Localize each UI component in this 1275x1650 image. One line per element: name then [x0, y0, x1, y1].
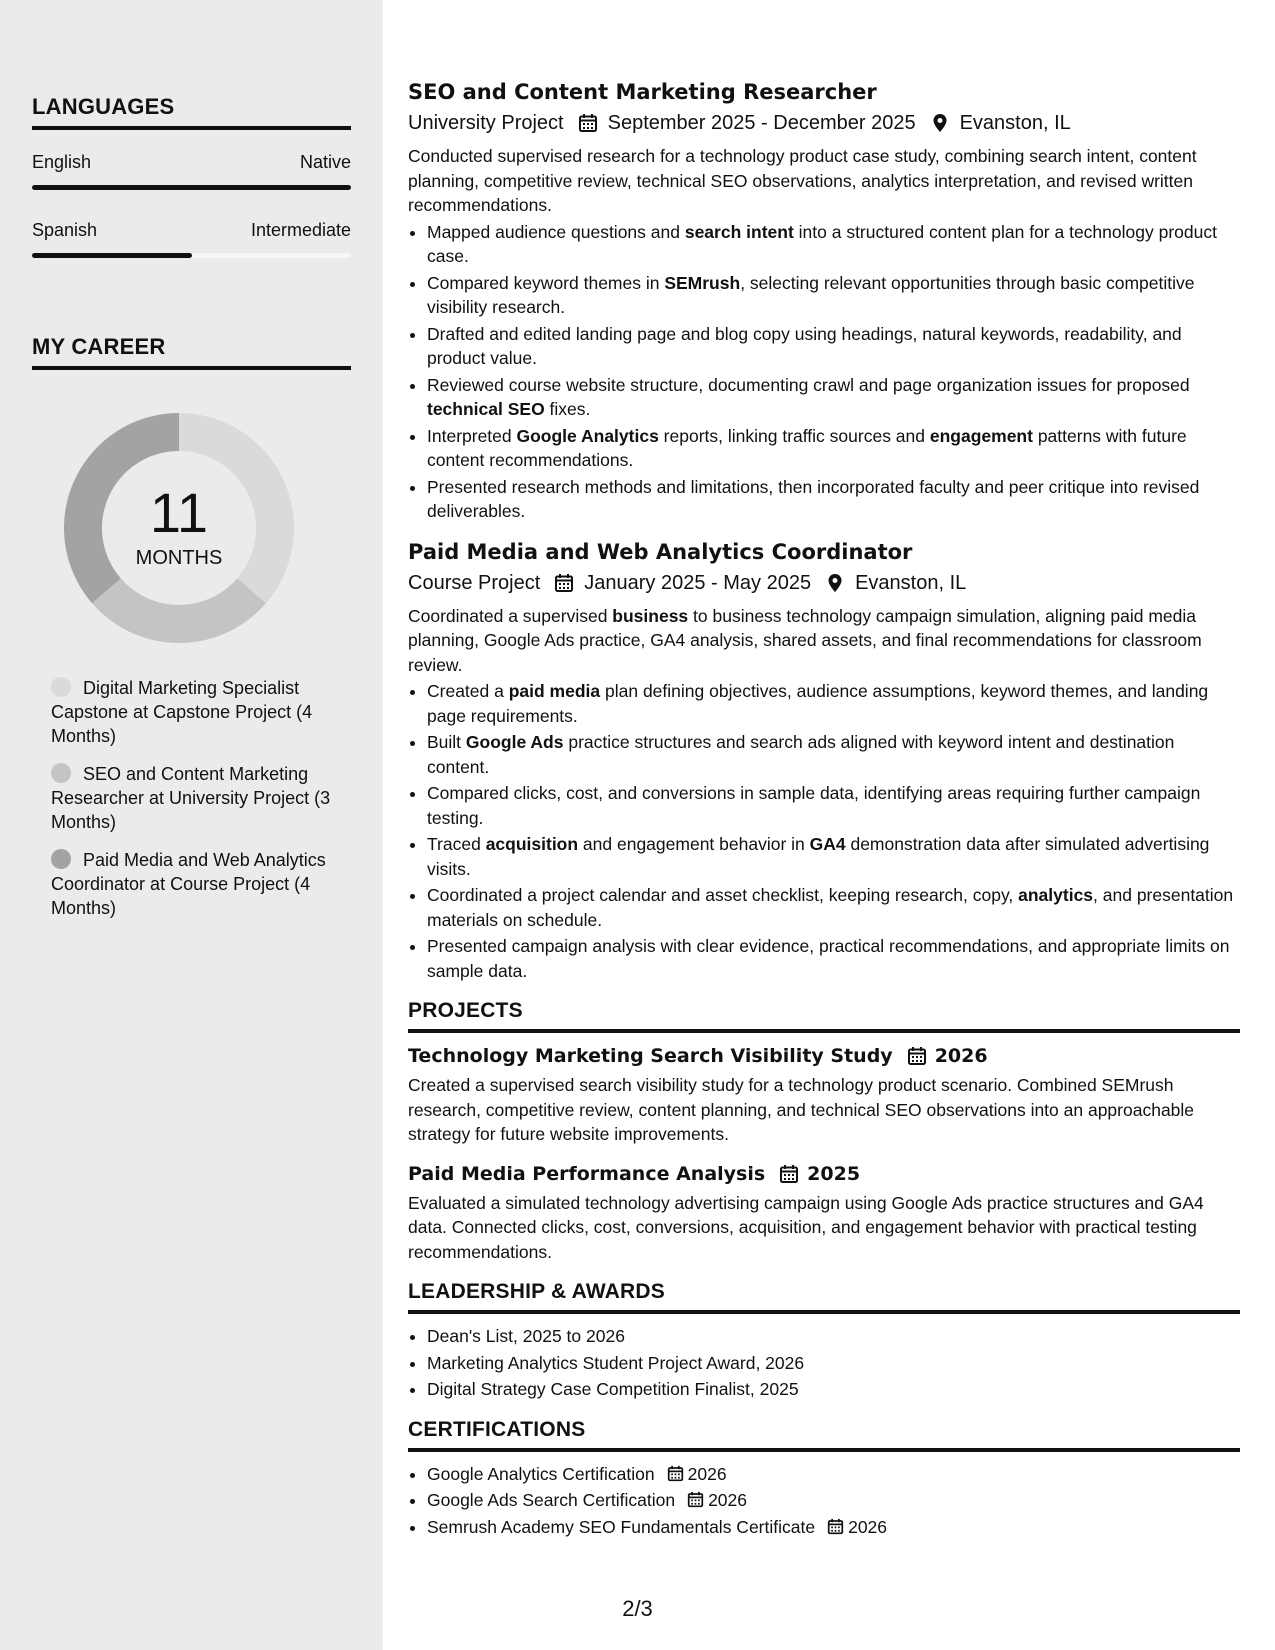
project-title-text: Paid Media Performance Analysis — [408, 1162, 766, 1185]
language-item — [32, 152, 351, 190]
legend-dot — [51, 677, 71, 697]
job-location: Evanston, IL — [855, 571, 967, 594]
project-entry — [408, 1161, 1240, 1265]
leadership-item: • Marketing Analytics Student Project Award, 2026 — [427, 1351, 1240, 1376]
certification-item — [427, 1488, 1240, 1513]
career-heading: MY CAREER — [32, 334, 351, 370]
bold-keyword: analytics — [1018, 885, 1094, 905]
leadership-item: • Dean's List, 2025 to 2026 — [427, 1324, 1240, 1349]
calendar-icon — [907, 1046, 927, 1066]
bullet-item: • Built Google Ads practice structures and search ads aligned with keyword intent and destination content. — [427, 730, 1240, 779]
bold-keyword: Google Analytics — [516, 425, 659, 446]
languages-section — [32, 94, 351, 258]
bullet-item: • Mapped audience questions and search intent into a structured content plan for a technology product case. — [427, 220, 1240, 269]
language-level: Intermediate — [250, 220, 351, 240]
job-bullets — [408, 220, 1240, 524]
project-description: Created a supervised search visibility study for a technology product scenario. Combined SEMrush research, competitive review, content planning, and technical SEO observations into an approachable strategy for future website improvements. — [408, 1075, 1195, 1144]
donut-segment — [92, 578, 266, 643]
location-pin-icon — [825, 573, 845, 593]
certification-year: 2026 — [708, 1490, 747, 1510]
bullet-item: • Reviewed course website structure, documenting crawl and page organization issues for proposed technical SEO fixes. — [427, 373, 1240, 422]
language-proficiency-fill — [32, 185, 351, 190]
job-title: Paid Media and Web Analytics Coordinator — [408, 539, 913, 564]
job-meta — [408, 110, 1240, 136]
main-content — [408, 78, 1240, 1539]
certification-name: Google Ads Search Certification — [427, 1490, 676, 1510]
language-proficiency-bar — [32, 253, 351, 258]
job-summary: Conducted supervised research for a technology product case study, combining search intent, content planning, competitive review, technical SEO observations, analytics interpretation, and revised written recommendations. — [408, 146, 1197, 215]
bullet-item: • Drafted and edited landing page and blog copy using headings, natural keywords, readability, and product value. — [427, 322, 1240, 371]
leadership-heading: LEADERSHIP & AWARDS — [408, 1280, 1240, 1314]
bullet-item: • Interpreted Google Analytics reports, linking traffic sources and engagement patterns with future content recommendations. — [427, 424, 1240, 473]
project-year: 2026 — [934, 1045, 988, 1067]
legend-dot — [51, 849, 71, 869]
job-location: Evanston, IL — [959, 112, 1071, 134]
job-title: SEO and Content Marketing Researcher — [408, 80, 877, 104]
job-summary: Coordinated a supervised business to business technology campaign simulation, aligning paid media planning, Google Ads practice, GA4 analysis, shared assets, and final recommendations for classroom review. — [408, 605, 1202, 675]
project-title-text: Technology Marketing Search Visibility Study — [408, 1045, 893, 1067]
certification-name: Semrush Academy SEO Fundamentals Certificate — [427, 1516, 816, 1537]
project-title — [408, 1043, 1240, 1069]
calendar-icon — [687, 1491, 704, 1508]
career-legend-label: Digital Marketing Specialist Capstone at Capstone Project (4 Months) — [51, 678, 313, 746]
bullet-item: • Compared clicks, cost, and conversions in sample data, identifying areas requiring further campaign testing. — [427, 781, 1240, 830]
language-name: English — [32, 152, 92, 172]
career-legend-label: SEO and Content Marketing Researcher at University Project (3 Months) — [51, 764, 331, 832]
career-section — [32, 334, 351, 370]
sidebar — [0, 0, 383, 1650]
job-dates: September 2025 - December 2025 — [607, 112, 916, 134]
certifications-list — [408, 1462, 1240, 1540]
bold-keyword: GA4 — [809, 834, 846, 854]
certifications-heading: CERTIFICATIONS — [408, 1418, 1240, 1452]
bold-keyword: paid media — [508, 681, 601, 701]
certification-item — [427, 1462, 1240, 1487]
bullet-item: • Presented research methods and limitations, then incorporated faculty and peer critique into revised deliverables. — [427, 475, 1240, 524]
bold-keyword: acquisition — [485, 834, 579, 854]
bold-keyword: engagement — [929, 425, 1033, 446]
calendar-icon — [578, 113, 598, 133]
bullet-item: • Presented campaign analysis with clear evidence, practical recommendations, and appropriate limits on sample data. — [427, 934, 1240, 983]
job-bullets — [408, 679, 1240, 983]
language-item — [32, 220, 351, 258]
location-pin-icon — [930, 113, 950, 133]
experience-entry — [408, 538, 1240, 984]
bullet-item: • Compared keyword themes in SEMrush, selecting relevant opportunities through basic competitive visibility research. — [427, 271, 1240, 320]
career-legend-item — [51, 676, 331, 748]
leadership-list — [408, 1324, 1240, 1402]
career-legend — [51, 676, 331, 934]
calendar-icon — [667, 1465, 684, 1482]
project-description: Evaluated a simulated technology advertising campaign using Google Ads practice structures and GA4 data. Connected clicks, cost, conversions, acquisition, and engagement behavior with practical testing recommendations. — [408, 1192, 1204, 1262]
project-year: 2025 — [807, 1162, 861, 1185]
calendar-icon — [554, 573, 574, 593]
bold-keyword: business — [612, 605, 689, 626]
job-org: University Project — [408, 112, 564, 134]
bold-keyword: SEMrush — [664, 272, 741, 293]
bullet-item: • Coordinated a project calendar and asset checklist, keeping research, copy, analytics, and presentation materials on schedule. — [427, 883, 1240, 932]
bold-keyword: technical SEO — [427, 399, 545, 419]
job-org: Course Project — [408, 571, 541, 594]
career-donut-chart — [64, 413, 294, 643]
leadership-item: • Digital Strategy Case Competition Finalist, 2025 — [427, 1377, 1240, 1402]
language-proficiency-bar — [32, 185, 351, 190]
page-number: 2/3 — [622, 1596, 653, 1621]
experience-entry — [408, 78, 1240, 524]
project-title — [408, 1161, 1240, 1187]
certification-year: 2026 — [848, 1516, 888, 1537]
bold-keyword: search intent — [684, 221, 794, 242]
languages-heading: LANGUAGES — [32, 94, 351, 130]
bullet-item: • Traced acquisition and engagement behavior in GA4 demonstration data after simulated advertising visits. — [427, 832, 1240, 881]
career-legend-label: Paid Media and Web Analytics Coordinator at Course Project (4 Months) — [51, 850, 326, 918]
job-dates: January 2025 - May 2025 — [584, 571, 812, 594]
certification-name: Google Analytics Certification — [427, 1463, 655, 1484]
certification-item — [427, 1515, 1240, 1540]
project-entry — [408, 1043, 1240, 1147]
job-meta — [408, 570, 1240, 596]
calendar-icon — [827, 1518, 844, 1535]
career-total-number: 11 — [149, 481, 209, 544]
career-legend-item — [51, 848, 331, 920]
calendar-icon — [779, 1164, 799, 1184]
projects-heading: PROJECTS — [408, 999, 1240, 1033]
language-proficiency-fill — [32, 253, 192, 258]
language-level: Native — [299, 152, 351, 172]
legend-dot — [51, 763, 71, 783]
career-legend-item — [51, 762, 331, 834]
bold-keyword: Google Ads — [465, 732, 564, 752]
language-name: Spanish — [32, 220, 98, 240]
bullet-item: • Created a paid media plan defining objectives, audience assumptions, keyword themes, and landing page requirements. — [427, 679, 1240, 728]
certification-year: 2026 — [687, 1463, 727, 1484]
career-total-unit: MONTHS — [135, 547, 223, 569]
